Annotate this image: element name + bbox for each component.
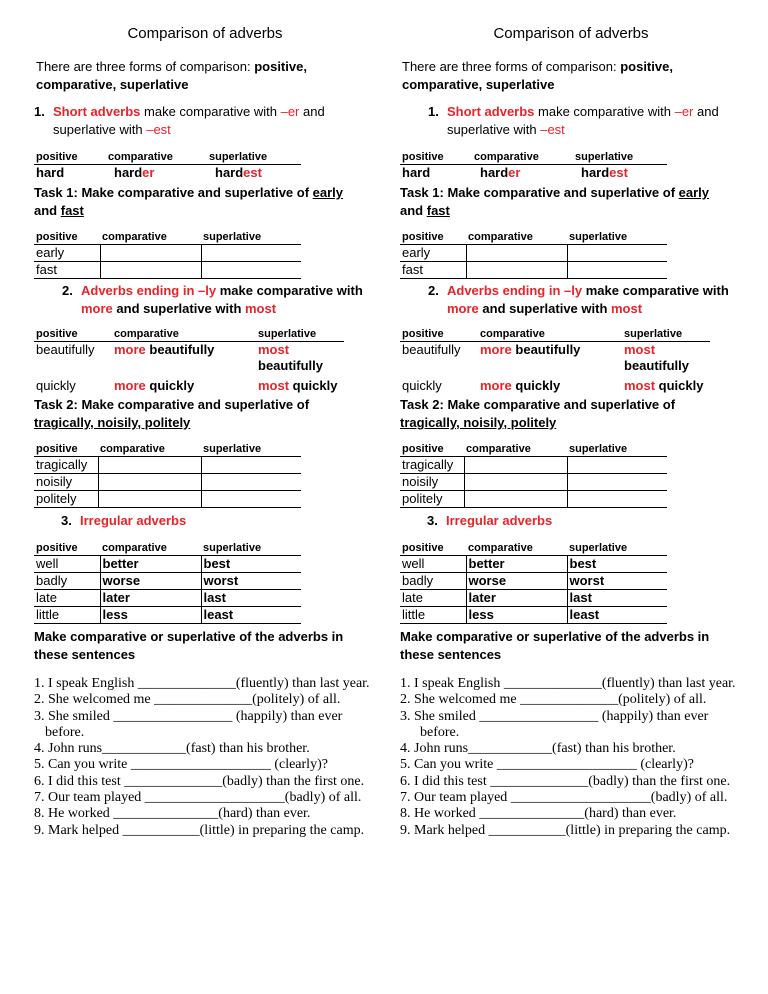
task-1-table: positive comparative superlative early fast xyxy=(400,230,667,279)
section-3-heading: 3. Irregular adverbs xyxy=(427,513,553,528)
task-2-heading: Task 2: Make comparative and superlative of tragically, noisily, politely xyxy=(400,397,676,430)
exercise-item: 5. Can you write ____________________ (clearly)? xyxy=(34,757,328,773)
exercise-item: 6. I did this test ______________(badly) than the first one. xyxy=(34,773,365,789)
exercise-item: 4. John runs____________(fast) than his brother. xyxy=(34,741,310,757)
exercise-item: 3. She smiled _________________ (happily) than ever before. xyxy=(400,708,709,740)
answer-cell[interactable] xyxy=(567,491,667,508)
answer-cell[interactable] xyxy=(201,262,301,279)
section-3-heading: 3. Irregular adverbs xyxy=(61,513,187,528)
answer-cell[interactable] xyxy=(201,245,301,262)
task-2-heading: Task 2: Make comparative and superlative of tragically, noisily, politely xyxy=(34,397,310,430)
task-1-heading: Task 1: Make comparative and superlative of early and fast xyxy=(400,185,710,218)
exercise-item: 9. Mark helped ___________(little) in preparing the camp. xyxy=(400,822,731,838)
answer-cell[interactable] xyxy=(567,457,667,474)
exercise-item: 9. Mark helped ___________(little) in preparing the camp. xyxy=(34,822,365,838)
intro-text: There are three forms of comparison: positive, comparative, superlative xyxy=(36,59,307,92)
exercise-item: 3. She smiled _________________ (happily) than ever before. xyxy=(34,708,343,740)
exercise-item: 8. He worked _______________(hard) than ever. xyxy=(34,806,311,822)
task-2-table: positive comparative superlative tragically noisily politely xyxy=(400,442,667,508)
task-1-table: positive comparative superlative early fast xyxy=(34,230,301,279)
section-1-heading: 1. Short adverbs make comparative with –er and superlative with –est xyxy=(428,104,719,137)
exercise-item: 6. I did this test ______________(badly) than the first one. xyxy=(400,773,731,789)
answer-cell[interactable] xyxy=(201,474,301,491)
exercise-item: 8. He worked _______________(hard) than ever. xyxy=(400,806,677,822)
exercise-item: 1. I speak English ______________(fluently) than last year. xyxy=(34,676,370,691)
irregular-table: positive comparative superlative well better best badly worse worst late later last little less least xyxy=(400,541,667,624)
example-1-table: positive comparative superlative hard harder hardest xyxy=(34,150,301,181)
answer-cell[interactable] xyxy=(100,262,201,279)
answer-cell[interactable] xyxy=(464,474,567,491)
answer-cell[interactable] xyxy=(567,474,667,491)
answer-cell[interactable] xyxy=(201,491,301,508)
exercise-item: 7. Our team played ____________________(badly) of all. xyxy=(34,790,362,806)
example-2-table: positive comparative superlative beautifully more beautifully most beautifully quickly more quickly most quickly xyxy=(400,327,710,394)
section-2-heading: 2. Adverbs ending in –ly make comparative with more and superlative with most xyxy=(62,283,363,316)
example-1-table: positive comparative superlative hard harder hardest xyxy=(400,150,667,181)
task-2-table: positive comparative superlative tragically noisily politely xyxy=(34,442,301,508)
intro-text: There are three forms of comparison: positive, comparative, superlative xyxy=(402,59,673,92)
exercise-item: 2. She welcomed me ______________(politely) of all. xyxy=(34,692,341,708)
exercise-item: 5. Can you write ____________________ (clearly)? xyxy=(400,757,694,773)
section-2-heading: 2. Adverbs ending in –ly make comparative with more and superlative with most xyxy=(428,283,729,316)
answer-cell[interactable] xyxy=(464,491,567,508)
answer-cell[interactable] xyxy=(201,457,301,474)
answer-cell[interactable] xyxy=(98,474,201,491)
answer-cell[interactable] xyxy=(567,262,667,279)
page-title: Comparison of adverbs xyxy=(127,25,283,42)
exercise-item: 1. I speak English ______________(fluently) than last year. xyxy=(400,676,736,691)
answer-cell[interactable] xyxy=(98,491,201,508)
page-title: Comparison of adverbs xyxy=(493,25,649,42)
example-2-table: positive comparative superlative beautifully more beautifully most beautifully quickly more quickly most quickly xyxy=(34,327,344,394)
answer-cell[interactable] xyxy=(98,457,201,474)
task-1-heading: Task 1: Make comparative and superlative of early and fast xyxy=(34,185,344,218)
exercise-heading: Make comparative or superlative of the adverbs in these sentences xyxy=(34,629,344,662)
answer-cell[interactable] xyxy=(466,245,567,262)
answer-cell[interactable] xyxy=(466,262,567,279)
exercise-item: 7. Our team played ____________________(badly) of all. xyxy=(400,790,728,806)
exercise-list xyxy=(34,676,379,839)
exercise-heading: Make comparative or superlative of the adverbs in these sentences xyxy=(400,629,710,662)
answer-cell[interactable] xyxy=(100,245,201,262)
section-1-heading: 1. Short adverbs make comparative with –er and superlative with –est xyxy=(34,104,325,137)
answer-cell[interactable] xyxy=(567,245,667,262)
worksheet-left xyxy=(34,0,382,994)
exercise-item: 4. John runs____________(fast) than his brother. xyxy=(400,741,676,757)
exercise-list xyxy=(400,676,745,839)
exercise-item: 2. She welcomed me ______________(politely) of all. xyxy=(400,692,707,708)
worksheet-right xyxy=(400,0,748,994)
answer-cell[interactable] xyxy=(464,457,567,474)
irregular-table: positive comparative superlative well better best badly worse worst late later last little less least xyxy=(34,541,301,624)
